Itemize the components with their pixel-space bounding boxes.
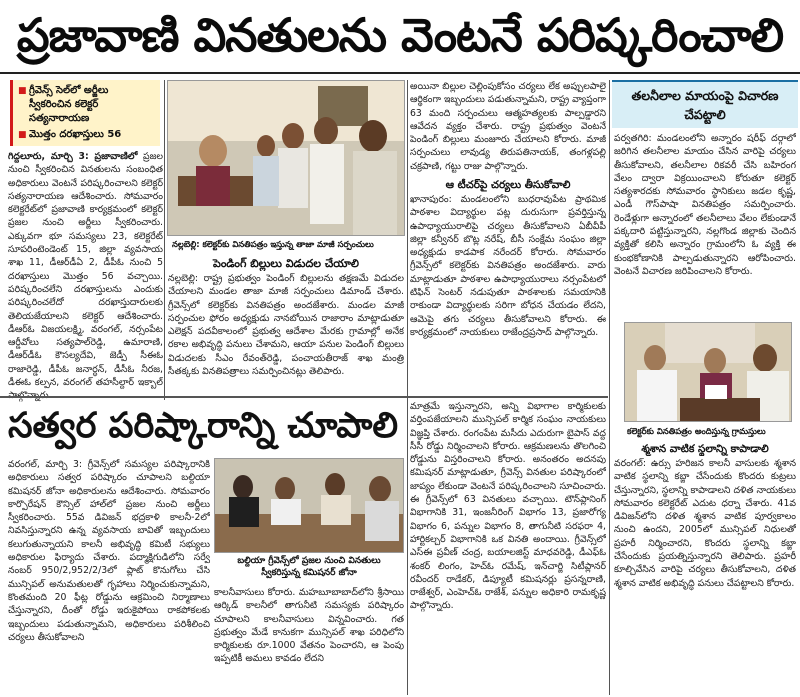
cemetery-text: వరంగల్: ఉర్సు హరిజన కాలనీ వాసులకు శ్మశాన వాటిక స్థలాన్ని కబ్జా చేసేందుకు కొందరు కుట్రలు చేస్తున్నారని, స్థలాన్ని కాపాడాలని దళిత నాయకులు సోమవారం కలెక్టరేట్ ఎదుట ధర్నా చేశారు. 41వ డివిజన్‌లోని దళిత శ్మశాన వాటిక పూర్వకాలం నుంచి ఉందని, 2005లో మున్సిపల్ నిధులతో ప్రహరీ నిర్మించారని, కొందరు స్థలాన్ని కబ్జా చేసేందుకు ప్రయత్నిస్తున్నారని తెలిపారు. ప్రహరీ కూల్చివేసిన వారిపై చర్యలు తీసుకోవాలని, దళిత శ్మశాన వాటిక అభివృద్ధి పనులు చేపట్టాలని కోరారు. bbox=[614, 458, 796, 589]
story1-dateline: గిద్దలూరు, మార్చి 3: ప్రజావాణిలో bbox=[8, 151, 138, 162]
pending-bills-text: నల్లబెల్లి: రాష్ట్ర ప్రభుత్వం పెండింగ్ బిల్లులను తక్షణమే విడుదల చేయాలని మండల తాజా మాజీ సర్పంచులు డిమాండ్ చేశారు. గ్రీవెన్స్‌లో కలెక్టర్‌కు వినతిపత్రం అందజేశారు. మండల మాజీ సర్పంచుల ఫోరం అధ్యక్షుడు నానబోయిన రాజారాం మాట్లాడుతూ ఎలెక్షన్ పదవీకాలంలో ప్రభుత్వ ఆదేశాల మేరకు గ్రామాల్లో అనేక రకాల అభివృద్ధి పనులు చేశామని, ఆయా పనుల పెండింగ్ బిల్లులు విడుదలకు సీఎం రేవంత్‌రెడ్డి, పంచాయతీరాజ్ శాఖ మంత్రి సీతక్కకు వినతిపత్రాలు సమర్పించినట్లు తెలిపారు. bbox=[168, 273, 404, 378]
cemetery-title: శ్మశాన వాటిక స్థలాన్ని కాపాడాలి bbox=[641, 443, 769, 455]
highlight-item: ■ గ్రీవెన్స్ సెల్‌లో అర్జీలు స్వీకరించిన కలెక్టర్ సత్యనారాయణ bbox=[29, 84, 154, 126]
second-headline: సత్వర పరిష్కారాన్ని చూపాలి bbox=[7, 406, 399, 446]
side-photo-caption: కలెక్టర్‌కు వినతిపత్రం అందిస్తున్న గ్రామస్తులు bbox=[622, 423, 794, 438]
highlight-item: ■ మొత్తం దరఖాస్తులు 56 bbox=[29, 128, 154, 142]
grievance-photo-caption: నల్లబెల్లి: కలెక్టర్‌కు వినతిపత్రం ఇస్తున్న తాజా మాజీ సర్పంచులు bbox=[167, 236, 405, 252]
side-story-photo bbox=[624, 322, 792, 422]
commissioner-photo bbox=[214, 458, 404, 553]
highlights-box bbox=[10, 80, 160, 146]
middle-col-text-2: ఖానాపురం: మండలంలోని బుధరావుపేట ప్రాథమిక పాఠశాల విద్యార్థుల పట్ల దురుసుగా ప్రవర్తిస్తున్న ఉపాధ్యాయురాలిపై చర్యలు తీసుకోవాలని ఏబీవీపీ జిల్లా కన్వీనర్ బొట్ల నరేష్, బీసీ సంక్షేమ సంఘం జిల్లా అధ్యక్షుడు కాడపాక నరేందర్ కోరారు. సోమవారం గ్రీవెన్స్‌లో కలెక్టర్‌కు వినతిపత్రం అందజేశారు. వారు మాట్లాడుతూ పాఠశాల ఉపాధ్యాయురాలు నర్సంపేటలో టిఫిన్ సెంటర్ నడుపుతూ పాఠశాలకు సమయానికి రాకుండా విద్యార్థులకు సరిగా బోధన చేయడం లేదని, ఆమెపై తగు చర్యలు తీసుకోవాలని కోరారు. ఈ కార్యక్రమంలో నాయకులు రాజేంద్రప్రసాద్ పాల్గొన్నారు. bbox=[410, 194, 606, 338]
commissioner-photo-image bbox=[215, 459, 404, 553]
story2-cont-text-2: మాత్రమే ఇస్తున్నారని, అన్ని విభాగాల కార్మికులకు వర్తింపజేయాలని మున్సిపల్ కార్మిక సంఘం నాయకులు విజ్ఞప్తి చేశారు. రంగంపేట మసీదు ఎదురుగా బైపాస్ వద్ద సీసీ రోడ్డు నిర్మించాలని కోరారు. ఆక్రమణలను తొలగించి రోడ్డును విస్తరించాలని కోరారు. అనంతరం అదనపు కమిషనర్ మాట్లాడుతూ, గ్రీవెన్స్ వినతుల పరిష్కారంలో జాప్యం లేకుండా వెంటనే పరిష్కరించాలని సూచించారు. ఈ గ్రీవెన్స్‌లో 63 వినతులు వచ్చాయి. టౌన్‌ప్లానింగ్ విభాగానికి 31, ఇంజనీరింగ్ విభాగం 13, ప్రజారోగ్య విభాగం 6, పన్నుల విభాగం 8, తాగునీటి సరఫరా 4, హార్టికల్చర్ విభాగానికి ఒక వినతి అందాయి. గ్రీవెన్స్‌లో ఎస్‌ఈ ప్రవీణ్ చంద్ర, బయాలజిస్ట్ మాధవరెడ్డి, డీఎఫ్‌ఓ శంకర్ లింగం, హెచ్‌ఓ రమేష్, ఇన్‌చార్జి సిటీప్లానర్ రవీందర్ రాడేకర్, డిప్యూటీ కమిషనర్లు ప్రసన్నరాణి, రాజేశ్వర్, ఎంహెచ్‌ఓ రాజేశ్, పన్నుల అధికారి రామకృష్ణ పాల్గొన్నారు. bbox=[410, 401, 606, 612]
story1-body: ప్రజల నుంచి స్వీకరించిన వినతులను సంబంధిత అధికారులు వెంటనే పరిష్కరించాలని కలెక్టర్ సత్యనారాయణ ఆదేశించారు. సోమవారం కలెక్టరేట్‌లో ప్రజావాణి కార్యక్రమంలో కలెక్టర్ ప్రజల నుంచి అర్జీలు స్వీకరించారు. ఎక్కువగా భూ సమస్యలు 23, కలెక్టరేట్ సూపరింటెండెంట్ 15, జిల్లా వ్యవసాయ శాఖ 11, డీఆర్‌డీఏ 2, డీపీఓ నుంచి 5 దరఖాస్తులు మొత్తం 56 వచ్చాయి. పరిష్కరించలేని దరఖాస్తులను ఎందుకు పరిష్కరించలేదో దరఖాస్తుదారులకు తెలియజేయాలని కలెక్టర్ ఆదేశించారు. డీఆర్‌ఓ విజయలక్ష్మి, వరంగల్, నర్సంపేట ఆర్డీవోలు సత్యపాల్‌రెడ్డి, ఉమారాణి, డీఆర్‌డీఓ కౌసల్యదేవి, జెడ్పీ సీఈఓ రాజారెడ్డి, డీపీఓ జనార్ధన్, డీసీఓ నీరజ, డీఈఓ కల్పన, వరంగల్ తహసీల్దార్ ఇక్బాల్ bbox=[8, 151, 163, 389]
section-rule bbox=[0, 396, 608, 398]
column-rule bbox=[609, 80, 610, 695]
main-headline: ప్రజావాణి వినతులను వెంటనే పరిష్కరించాలి bbox=[0, 0, 800, 74]
grievance-photo bbox=[167, 80, 405, 236]
commissioner-photo-caption: బల్దియా గ్రీవెన్స్‌లో ప్రజల నుంచి వినతులు స్వీకరిస్తున్న కమిషనర్ జోనా bbox=[214, 553, 404, 583]
column-rule bbox=[407, 80, 408, 695]
grievance-photo-image bbox=[168, 81, 405, 236]
side-story-title: తలనీలాల మాయంపై విచారణ చేపట్టాలి bbox=[631, 88, 779, 122]
story2-text: వరంగల్, మార్చి 3: గ్రీవెన్స్‌లో సమస్యల పరిష్కారానికి అధికారులు సత్వర పరిష్కారం చూపాలని బల్దియా కమిషనర్ జోనా అధికారులను ఆదేశించారు. సోమవారం కార్పొరేషన్ కౌన్సిల్ హాల్‌లో ప్రజల నుంచి అర్జీలు స్వీకరించారు. 55వ డివిజన్ భద్రకాళి కాలనీ-2లో నివసిస్తున్నారని ఉన్న వ్యవసాయ బావితో ఇబ్బందులు కలుగుతున్నాయని కాలనీ అభివృద్ధి కమిటీ సభ్యులు అధికారుల ఫిర్యాదు చేశారు. పద్మాక్షిగుడిలోని సర్వే నంబర్ 950/2,952/2/3లో ప్లాట్ కొనుగోలు చేసి మున్సిపల్ అనుమతులతో గృహాలు నిర్మించుకున్నామని, కొంతమంది 20 ఫీట్ల రోడ్డును ఆక్రమించి నిర్మాణాలు చేస్తున్నారని, దీంతో రోడ్డు ఇరుకైపోయి రాకపోకలకు ఇబ్బందులు పడుతున్నామని, అధికారులు పరిశీలించి చర్యలు తీసుకోవాలని bbox=[8, 459, 210, 643]
pending-bills-title: పెండింగ్ బిల్లులు విడుదల చేయాలి bbox=[213, 257, 359, 270]
side-story-photo-image bbox=[625, 323, 792, 422]
side-story-title-box bbox=[612, 80, 798, 128]
side-story-text: పర్వతగిరి: మండలంలోని అన్నారం షరీఫ్ దర్గాలో జరిగిన తలనీలాల మాయం చేసిన వారిపై చర్యలు తీసుకోవాలని, తలనీలాల రికవరీ చేసి బహిరంగ వేలం ద్వారా విక్రయించాలని కోరుతూ కలెక్టర్ సత్యశారదకు సోమవారం స్థానికులు జడల కృష్ణ, ఎండీ గౌస్‌పాషా వినతిపత్రం సమర్పించారు. రెండేళ్లుగా అన్నారంలో తలనీలాలు వేలం లేకుండానే పక్కదారి పట్టిస్తున్నారని, నల్లగొండ జిల్లాకు చెందిన వ్యక్తితో కలిసి అన్నారం గ్రామంలోని ఓ వ్యక్తి ఈ కుంభకోణానికి పాల్పడుతున్నారని ఆరోపించారు. వెంటనే విచారణ జరిపించాలని కోరారు. bbox=[614, 133, 796, 277]
middle-col-text-1: అయినా బిల్లుల చెల్లింపుకోసం చర్యలు లేక అప్పులపాలై ఆర్థికంగా ఇబ్బందులు పడుతున్నామని, రాష్ట్ర వ్యాప్తంగా 63 మంది సర్పంచులు ఆత్మహత్యలకు పాల్పడ్డారని ఆవేదన వ్యక్తం చేశారు. రాష్ట్ర ప్రభుత్వం వెంటనే పెండింగ్ బిల్లులు మంజూరు చేయాలని కోరారు. మాజీ సర్పంచులు లావుడ్య తిరుపతినాయక్, తంగళ్లపల్లి చక్రపాణి, గట్టు రాజు పాల్గొన్నారు. bbox=[410, 81, 606, 172]
teacher-action-title: ఆ టీచర్‌పై చర్యలు తీసుకోవాలి bbox=[445, 179, 571, 191]
story2-cont-text-1: కాలనీవాసులు కోరారు. మహబూబాబాద్‌లోని శ్రీసాయి ఆర్కిడ్ కాలనీలో తాగునీటి సమస్యకు పరిష్కారం చూపాలని కాలనీవాసులు విన్నవించారు. గత ప్రభుత్వం మేడే కానుకగా మున్సిపల్ శాఖ పరిధిలోని కార్మికులకు రూ.1000 వేతనం పెంచారని, ఆ పెంపు ఇప్పటికీ అమలు కావడం లేదని bbox=[214, 587, 404, 665]
column-rule bbox=[164, 80, 165, 400]
